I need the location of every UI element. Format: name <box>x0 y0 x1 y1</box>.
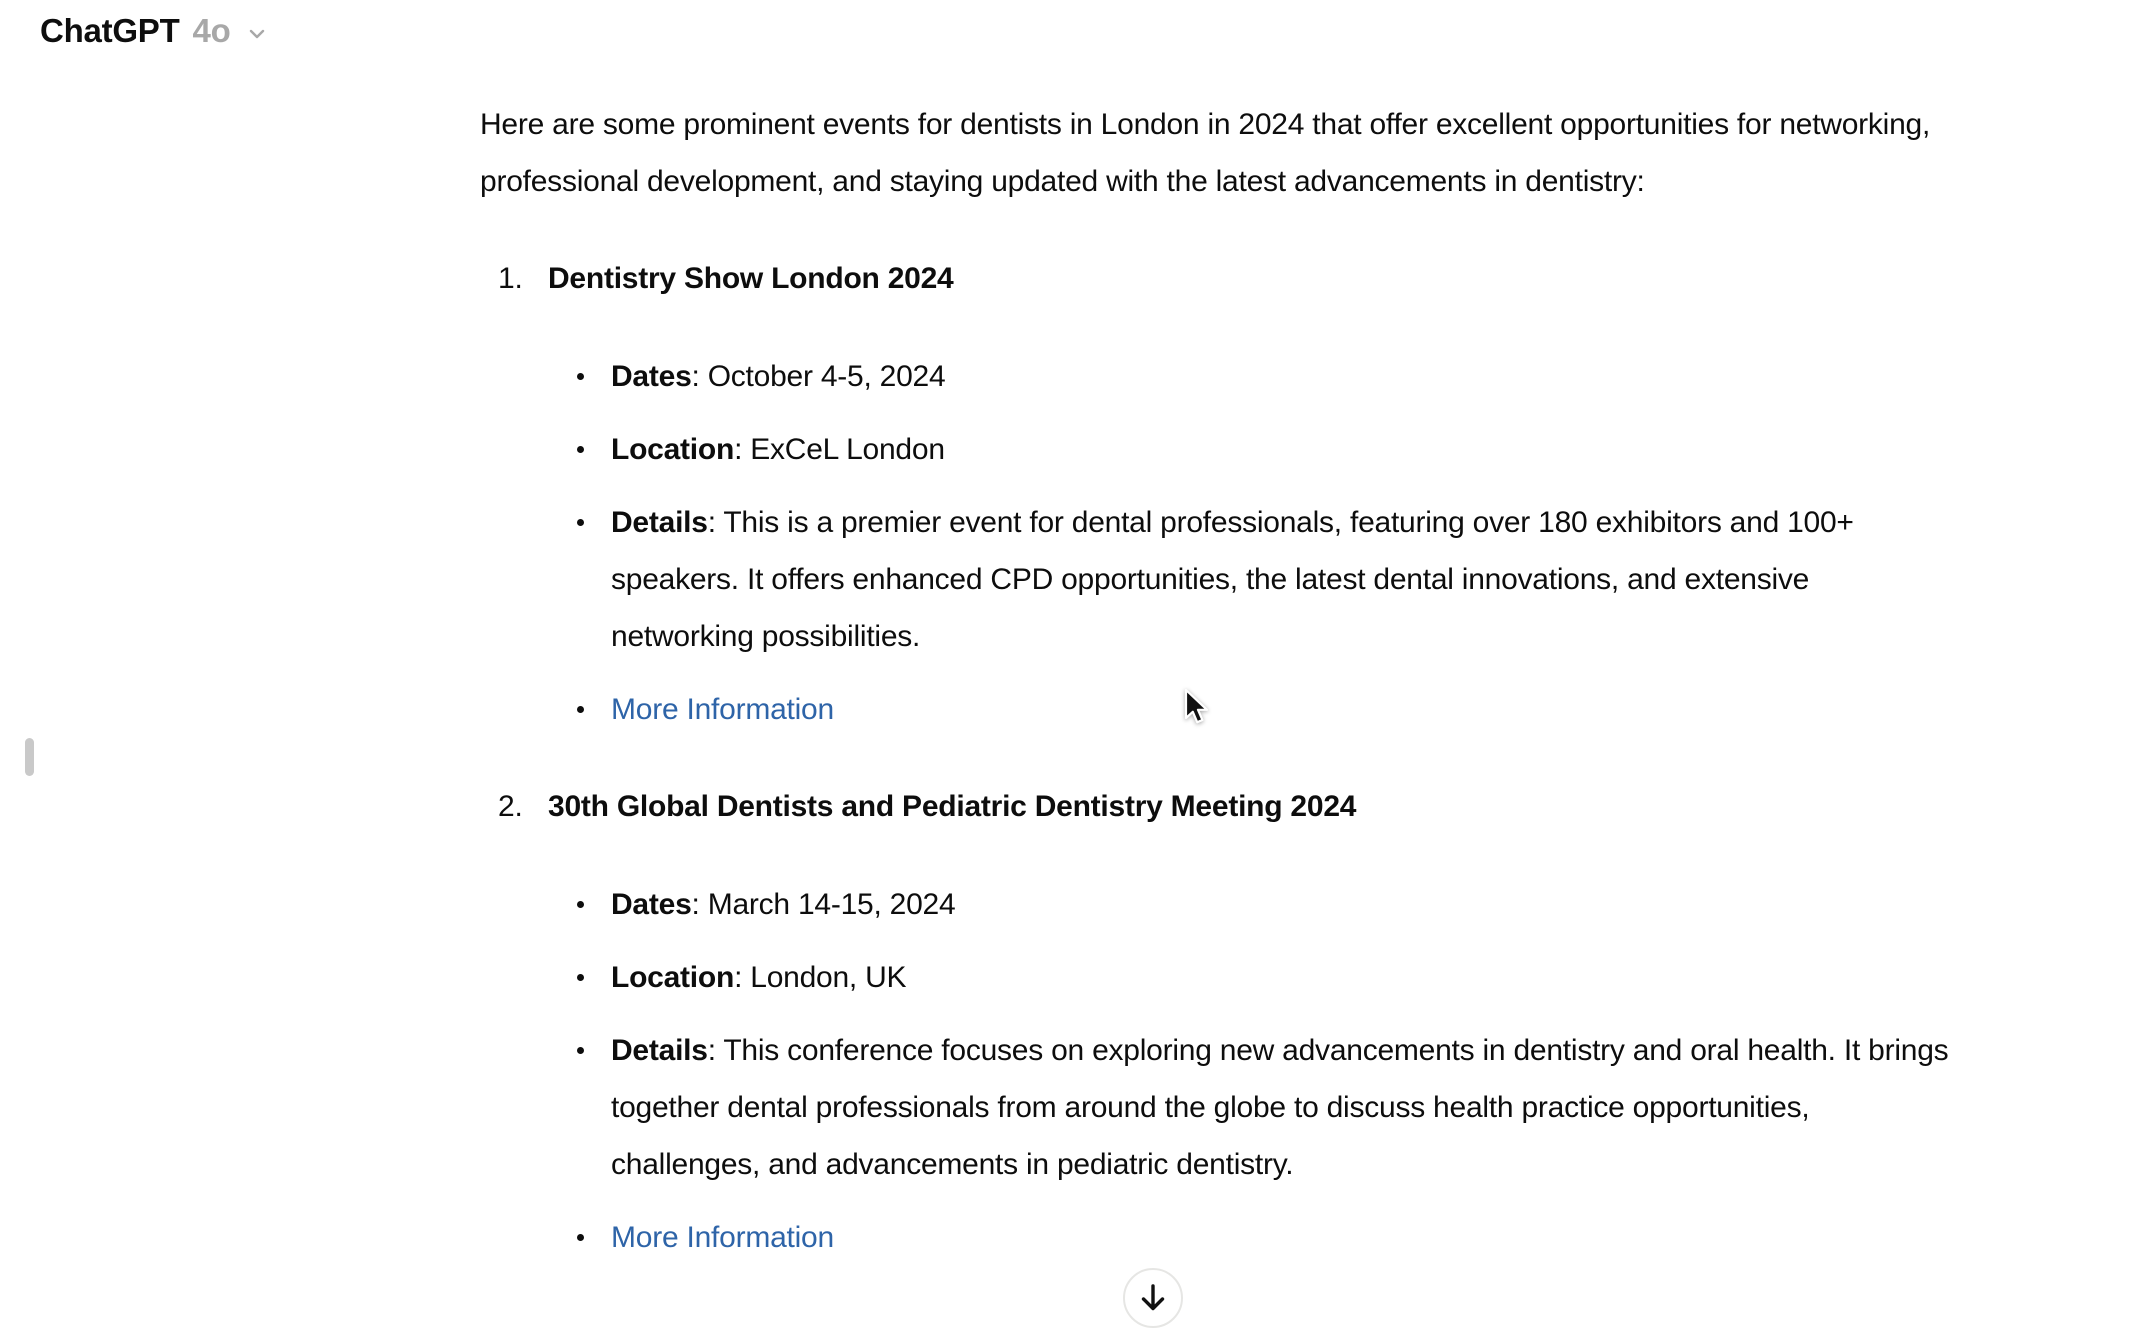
bullet-icon <box>577 519 584 526</box>
bullet-value: : London, UK <box>734 961 907 994</box>
assistant-message <box>480 96 1950 1266</box>
bullet-label: Dates <box>611 360 692 393</box>
model-name: 4o <box>192 12 231 49</box>
bullet-value: : October 4-5, 2024 <box>691 360 946 393</box>
bullet-label: Details <box>611 506 708 539</box>
event-title: 30th Global Dentists and Pediatric Dentistry Meeting 2024 <box>548 790 1357 823</box>
bullet-label: Location <box>611 961 735 994</box>
bullet-label: Location <box>611 433 735 466</box>
scroll-to-bottom-button[interactable] <box>1123 1268 1183 1328</box>
bullet-value: : This is a premier event for dental professionals, featuring over 180 exhibitors and 100+ speakers. It offers enhanced CPD opportunities, the latest dental innovations, and extensive networking possibilities. <box>611 506 1854 653</box>
event-item-2 <box>480 778 1950 1266</box>
model-selector[interactable] <box>40 12 270 50</box>
bullet-icon <box>577 706 584 713</box>
more-information-link[interactable]: More Information <box>611 1221 834 1254</box>
bullet-dates <box>577 876 1950 933</box>
bullet-icon <box>577 1047 584 1054</box>
bullet-location <box>577 949 1950 1006</box>
intro-paragraph: Here are some prominent events for dentists in London in 2024 that offer excellent opportunities for networking, professional development, and staying updated with the latest advancements in dentistry: <box>480 108 1931 198</box>
bullet-value: : This conference focuses on exploring new advancements in dentistry and oral health. It brings together dental professionals from around the globe to discuss health practice opportunities, challenges, and advancements in pediatric dentistry. <box>611 1034 1949 1181</box>
brand-title: ChatGPT <box>40 12 180 49</box>
event-title-row <box>498 250 1950 307</box>
event-item-1 <box>480 250 1950 738</box>
bullet-icon <box>577 974 584 981</box>
bullet-value: : March 14-15, 2024 <box>691 888 956 921</box>
bullet-dates <box>577 348 1950 405</box>
bullet-details <box>577 1022 1950 1193</box>
bullet-label: Details <box>611 1034 708 1067</box>
event-title-row <box>498 778 1950 835</box>
list-number: 2. <box>498 790 523 823</box>
bullet-icon <box>577 373 584 380</box>
event-title: Dentistry Show London 2024 <box>548 262 954 295</box>
bullet-icon <box>577 446 584 453</box>
bullet-more-info <box>577 681 1950 738</box>
scrollbar-thumb[interactable] <box>25 738 34 776</box>
bullet-details <box>577 494 1950 665</box>
arrow-down-icon <box>1137 1281 1169 1315</box>
chevron-down-icon <box>244 21 270 47</box>
bullet-more-info <box>577 1209 1950 1266</box>
bullet-location <box>577 421 1950 478</box>
list-number: 1. <box>498 262 523 295</box>
bullet-icon <box>577 1234 584 1241</box>
bullet-icon <box>577 901 584 908</box>
more-information-link[interactable]: More Information <box>611 693 834 726</box>
bullet-value: : ExCeL London <box>734 433 945 466</box>
bullet-label: Dates <box>611 888 692 921</box>
